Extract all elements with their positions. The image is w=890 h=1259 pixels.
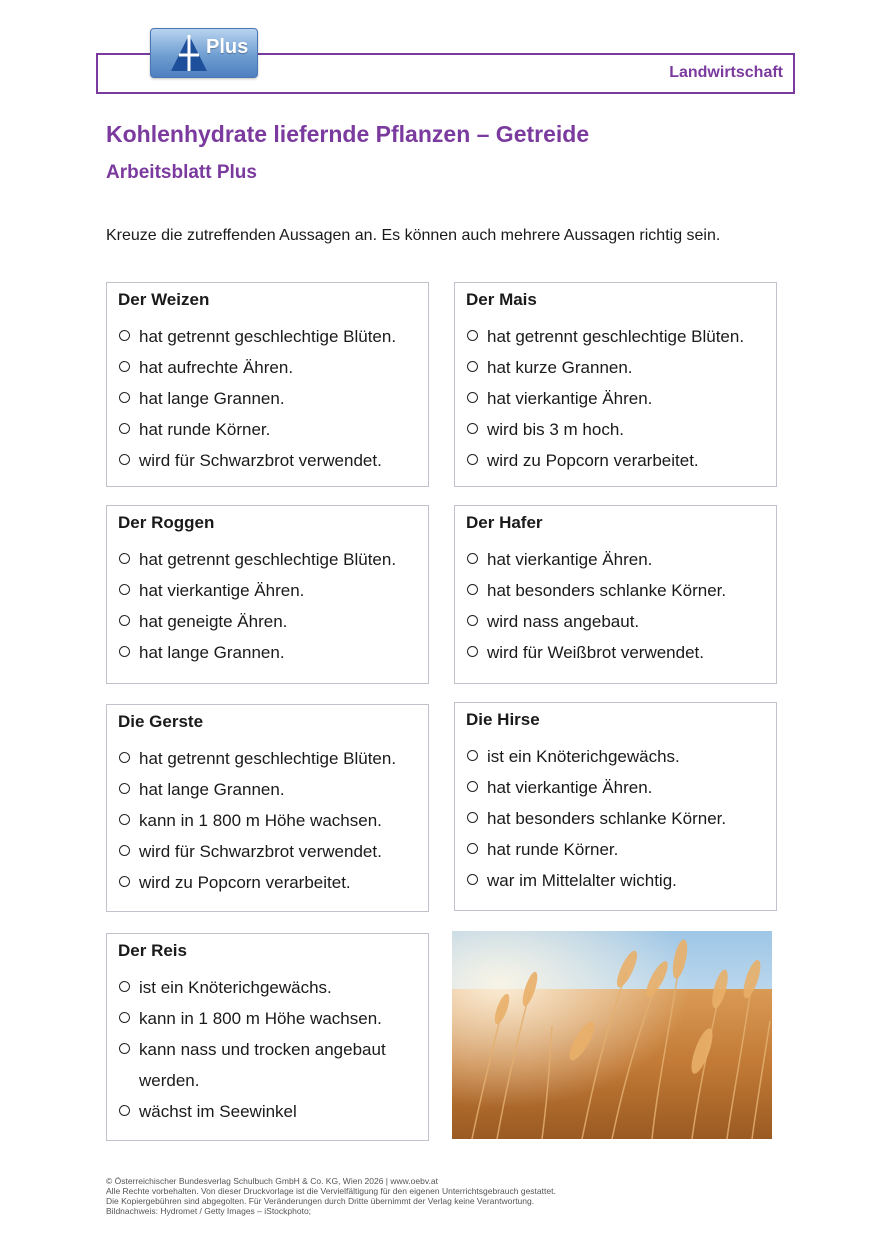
option-item[interactable] bbox=[467, 383, 770, 414]
radio-circle-icon[interactable] bbox=[119, 752, 130, 763]
option-label: hat lange Grannen. bbox=[139, 389, 285, 408]
option-label: hat vierkantige Ähren. bbox=[487, 389, 653, 408]
radio-circle-icon[interactable] bbox=[119, 584, 130, 595]
card-title: Die Gerste bbox=[118, 712, 204, 731]
option-label: war im Mittelalter wichtig. bbox=[487, 871, 677, 890]
option-item[interactable] bbox=[119, 836, 422, 867]
option-label: wird für Schwarzbrot verwendet. bbox=[139, 451, 382, 470]
radio-circle-icon[interactable] bbox=[467, 781, 478, 792]
option-label: wird zu Popcorn verarbeitet. bbox=[487, 451, 699, 470]
option-label: kann in 1 800 m Höhe wachsen. bbox=[139, 1009, 382, 1028]
option-item[interactable] bbox=[467, 575, 770, 606]
card-roggen bbox=[106, 505, 429, 684]
option-label: wird für Weißbrot verwendet. bbox=[487, 643, 704, 662]
radio-circle-icon[interactable] bbox=[119, 1105, 130, 1116]
card-title: Die Hirse bbox=[466, 710, 540, 729]
radio-circle-icon[interactable] bbox=[119, 845, 130, 856]
option-item[interactable] bbox=[467, 865, 770, 896]
radio-circle-icon[interactable] bbox=[119, 392, 130, 403]
option-item[interactable] bbox=[119, 743, 422, 774]
radio-circle-icon[interactable] bbox=[467, 646, 478, 657]
option-item[interactable] bbox=[467, 414, 770, 445]
footer-rights: Alle Rechte vorbehalten. Von dieser Druckvorlage ist die Vervielfältigung für den eigenen Unterrichtsgebrauch gestattet. bbox=[106, 1186, 556, 1196]
card-title: Der Reis bbox=[118, 941, 187, 960]
option-item[interactable] bbox=[119, 867, 422, 898]
option-label: hat runde Körner. bbox=[487, 840, 619, 859]
option-label: wird bis 3 m hoch. bbox=[487, 420, 624, 439]
wheat-field-image bbox=[452, 931, 772, 1139]
option-label: ist ein Knöterichgewächs. bbox=[139, 978, 332, 997]
radio-circle-icon[interactable] bbox=[119, 981, 130, 992]
card-mais bbox=[454, 282, 777, 487]
option-label: hat lange Grannen. bbox=[139, 780, 285, 799]
option-label: ist ein Knöterichgewächs. bbox=[487, 747, 680, 766]
subject-label: Landwirtschaft bbox=[669, 64, 783, 81]
option-item[interactable] bbox=[119, 606, 422, 637]
radio-circle-icon[interactable] bbox=[119, 876, 130, 887]
option-item[interactable] bbox=[119, 544, 422, 575]
card-title: Der Roggen bbox=[118, 513, 215, 532]
option-item[interactable] bbox=[119, 1096, 422, 1127]
radio-circle-icon[interactable] bbox=[467, 330, 478, 341]
radio-circle-icon[interactable] bbox=[119, 783, 130, 794]
radio-circle-icon[interactable] bbox=[467, 615, 478, 626]
option-label: hat runde Körner. bbox=[139, 420, 271, 439]
option-item[interactable] bbox=[467, 606, 770, 637]
option-item[interactable] bbox=[119, 352, 422, 383]
radio-circle-icon[interactable] bbox=[467, 454, 478, 465]
option-item[interactable] bbox=[119, 1034, 422, 1096]
option-label: wird nass angebaut. bbox=[487, 612, 640, 631]
card-title: Der Mais bbox=[466, 290, 537, 309]
radio-circle-icon[interactable] bbox=[467, 361, 478, 372]
footer-image-credit: Bildnachweis: Hydromet / Getty Images – iStockphoto; bbox=[106, 1206, 312, 1216]
option-item[interactable] bbox=[119, 383, 422, 414]
option-label: hat geneigte Ähren. bbox=[139, 612, 288, 631]
card-reis bbox=[106, 933, 429, 1141]
radio-circle-icon[interactable] bbox=[119, 1043, 130, 1054]
option-label: kann nass und trocken angebaut bbox=[139, 1040, 386, 1059]
card-weizen bbox=[106, 282, 429, 487]
radio-circle-icon[interactable] bbox=[467, 553, 478, 564]
radio-circle-icon[interactable] bbox=[119, 454, 130, 465]
radio-circle-icon[interactable] bbox=[467, 423, 478, 434]
instruction-text: Kreuze die zutreffenden Aussagen an. Es können auch mehrere Aussagen richtig sein. bbox=[106, 227, 721, 244]
option-label: hat kurze Grannen. bbox=[487, 358, 633, 377]
option-label: hat besonders schlanke Körner. bbox=[487, 581, 727, 600]
radio-circle-icon[interactable] bbox=[467, 843, 478, 854]
option-label: hat getrennt geschlechtige Blüten. bbox=[139, 550, 397, 569]
option-label: hat besonders schlanke Körner. bbox=[487, 809, 727, 828]
footer-fees: Die Kopiergebühren sind abgegolten. Für Veränderungen durch Dritte übernimmt der Verlag keine Verantwortung. bbox=[106, 1196, 535, 1206]
radio-circle-icon[interactable] bbox=[119, 615, 130, 626]
option-item[interactable] bbox=[467, 352, 770, 383]
card-hafer bbox=[454, 505, 777, 684]
option-label: wird für Schwarzbrot verwendet. bbox=[139, 842, 382, 861]
option-item[interactable] bbox=[119, 774, 422, 805]
radio-circle-icon[interactable] bbox=[467, 392, 478, 403]
radio-circle-icon[interactable] bbox=[119, 330, 130, 341]
radio-circle-icon[interactable] bbox=[119, 423, 130, 434]
card-hirse bbox=[454, 702, 777, 911]
page-subtitle: Arbeitsblatt Plus bbox=[106, 162, 257, 183]
radio-circle-icon[interactable] bbox=[119, 361, 130, 372]
option-item[interactable] bbox=[467, 445, 770, 476]
radio-circle-icon[interactable] bbox=[119, 814, 130, 825]
radio-circle-icon[interactable] bbox=[467, 812, 478, 823]
radio-circle-icon[interactable] bbox=[119, 553, 130, 564]
option-label: hat getrennt geschlechtige Blüten. bbox=[487, 327, 745, 346]
option-item[interactable] bbox=[119, 805, 422, 836]
radio-circle-icon[interactable] bbox=[119, 1012, 130, 1023]
plus-logo bbox=[150, 28, 258, 78]
footer-copyright: © Österreichischer Bundesverlag Schulbuch GmbH & Co. KG, Wien 2026 | www.oebv.at bbox=[106, 1176, 438, 1186]
option-label: hat vierkantige Ähren. bbox=[139, 581, 305, 600]
option-item[interactable] bbox=[467, 772, 770, 803]
option-item[interactable] bbox=[467, 321, 770, 352]
option-item[interactable] bbox=[119, 321, 422, 352]
footer bbox=[106, 1176, 556, 1216]
option-label: kann in 1 800 m Höhe wachsen. bbox=[139, 811, 382, 830]
radio-circle-icon[interactable] bbox=[467, 874, 478, 885]
radio-circle-icon[interactable] bbox=[119, 646, 130, 657]
option-label: wächst im Seewinkel bbox=[139, 1102, 297, 1121]
option-label: hat lange Grannen. bbox=[139, 643, 285, 662]
radio-circle-icon[interactable] bbox=[467, 750, 478, 761]
option-item[interactable] bbox=[119, 445, 422, 476]
option-label: hat vierkantige Ähren. bbox=[487, 778, 653, 797]
option-item[interactable] bbox=[119, 1003, 422, 1034]
option-item[interactable] bbox=[467, 544, 770, 575]
option-item[interactable] bbox=[467, 637, 770, 668]
option-item[interactable] bbox=[119, 414, 422, 445]
card-title: Der Hafer bbox=[466, 513, 543, 532]
page-title: Kohlenhydrate liefernde Pflanzen – Getreide bbox=[106, 121, 590, 147]
option-label: hat aufrechte Ähren. bbox=[139, 358, 294, 377]
option-item[interactable] bbox=[119, 637, 422, 668]
wheat-field-photo bbox=[452, 931, 772, 1139]
logo-text: Plus bbox=[206, 36, 249, 58]
option-item[interactable] bbox=[119, 972, 422, 1003]
option-label: hat getrennt geschlechtige Blüten. bbox=[139, 749, 397, 768]
triangle-logo-icon bbox=[169, 33, 209, 73]
option-label: wird zu Popcorn verarbeitet. bbox=[139, 873, 351, 892]
option-label-continuation: werden. bbox=[139, 1071, 200, 1090]
option-label: hat vierkantige Ähren. bbox=[487, 550, 653, 569]
radio-circle-icon[interactable] bbox=[467, 584, 478, 595]
option-item[interactable] bbox=[467, 834, 770, 865]
option-label: hat getrennt geschlechtige Blüten. bbox=[139, 327, 397, 346]
option-item[interactable] bbox=[467, 803, 770, 834]
card-title: Der Weizen bbox=[118, 290, 210, 309]
card-gerste bbox=[106, 704, 429, 912]
option-item[interactable] bbox=[467, 741, 770, 772]
option-item[interactable] bbox=[119, 575, 422, 606]
